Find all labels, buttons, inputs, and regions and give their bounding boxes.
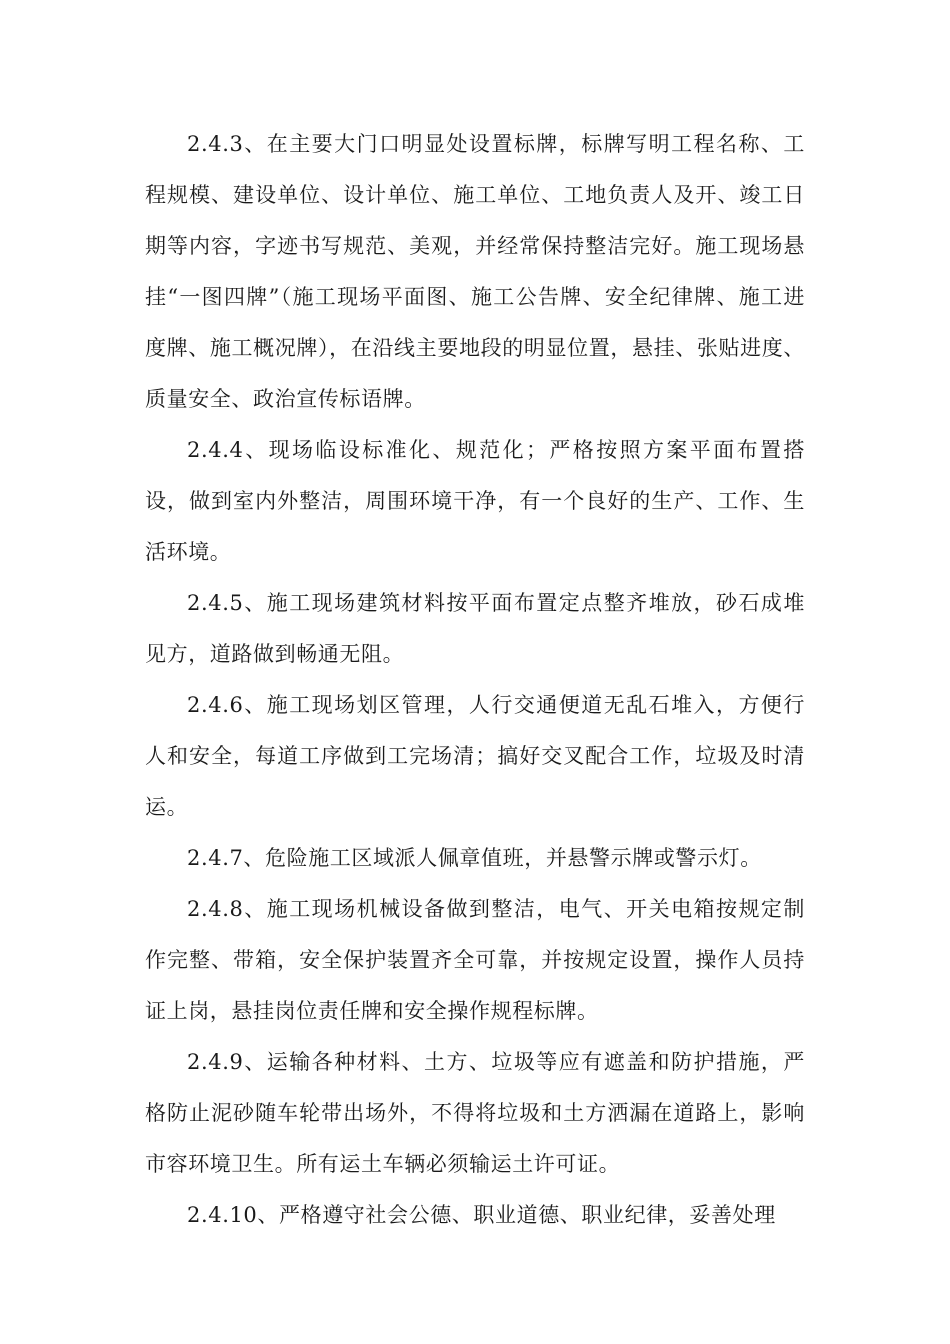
paragraph-2-4-4: 2.4.4、现场临设标准化、规范化；严格按照方案平面布置搭设，做到室内外整洁，周围环境干净，有一个良好的生产、工作、生活环境。 [145, 438, 805, 564]
paragraph-2-4-5: 2.4.5、施工现场建筑材料按平面布置定点整齐堆放，砂石成堆见方，道路做到畅通无阻。 [145, 591, 805, 666]
paragraph-2-4-3: 2.4.3、在主要大门口明显处设置标牌，标牌写明工程名称、工程规模、建设单位、设计单位、施工单位、工地负责人及开、竣工日期等内容，字迹书写规范、美观，并经常保持整洁完好。施工现场悬挂“一图四牌”（施工现场平面图、施工公告牌、安全纪律牌、施工进度牌、施工概况牌），在沿线主要地段的明显位置，悬挂、张贴进度、质量安全、政治宣传标语牌。 [145, 132, 805, 411]
paragraph-2-4-8: 2.4.8、施工现场机械设备做到整洁，电气、开关电箱按规定制作完整、带箱，安全保护装置齐全可靠，并按规定设置，操作人员持证上岗，悬挂岗位责任牌和安全操作规程标牌。 [145, 897, 805, 1023]
paragraph-2-4-7: 2.4.7、危险施工区域派人佩章值班，并悬警示牌或警示灯。 [187, 846, 762, 870]
document-body [145, 119, 805, 1241]
paragraph-2-4-9: 2.4.9、运输各种材料、土方、垃圾等应有遮盖和防护措施，严格防止泥砂随车轮带出场外，不得将垃圾和土方洒漏在道路上，影响市容环境卫生。所有运土车辆必须输运土许可证。 [145, 1050, 805, 1176]
paragraph-2-4-10: 2.4.10、严格遵守社会公德、职业道德、职业纪律，妥善处理 [187, 1203, 776, 1227]
paragraph-2-4-6: 2.4.6、施工现场划区管理，人行交通便道无乱石堆入，方便行人和安全，每道工序做到工完场清；搞好交叉配合工作，垃圾及时清运。 [145, 693, 805, 819]
